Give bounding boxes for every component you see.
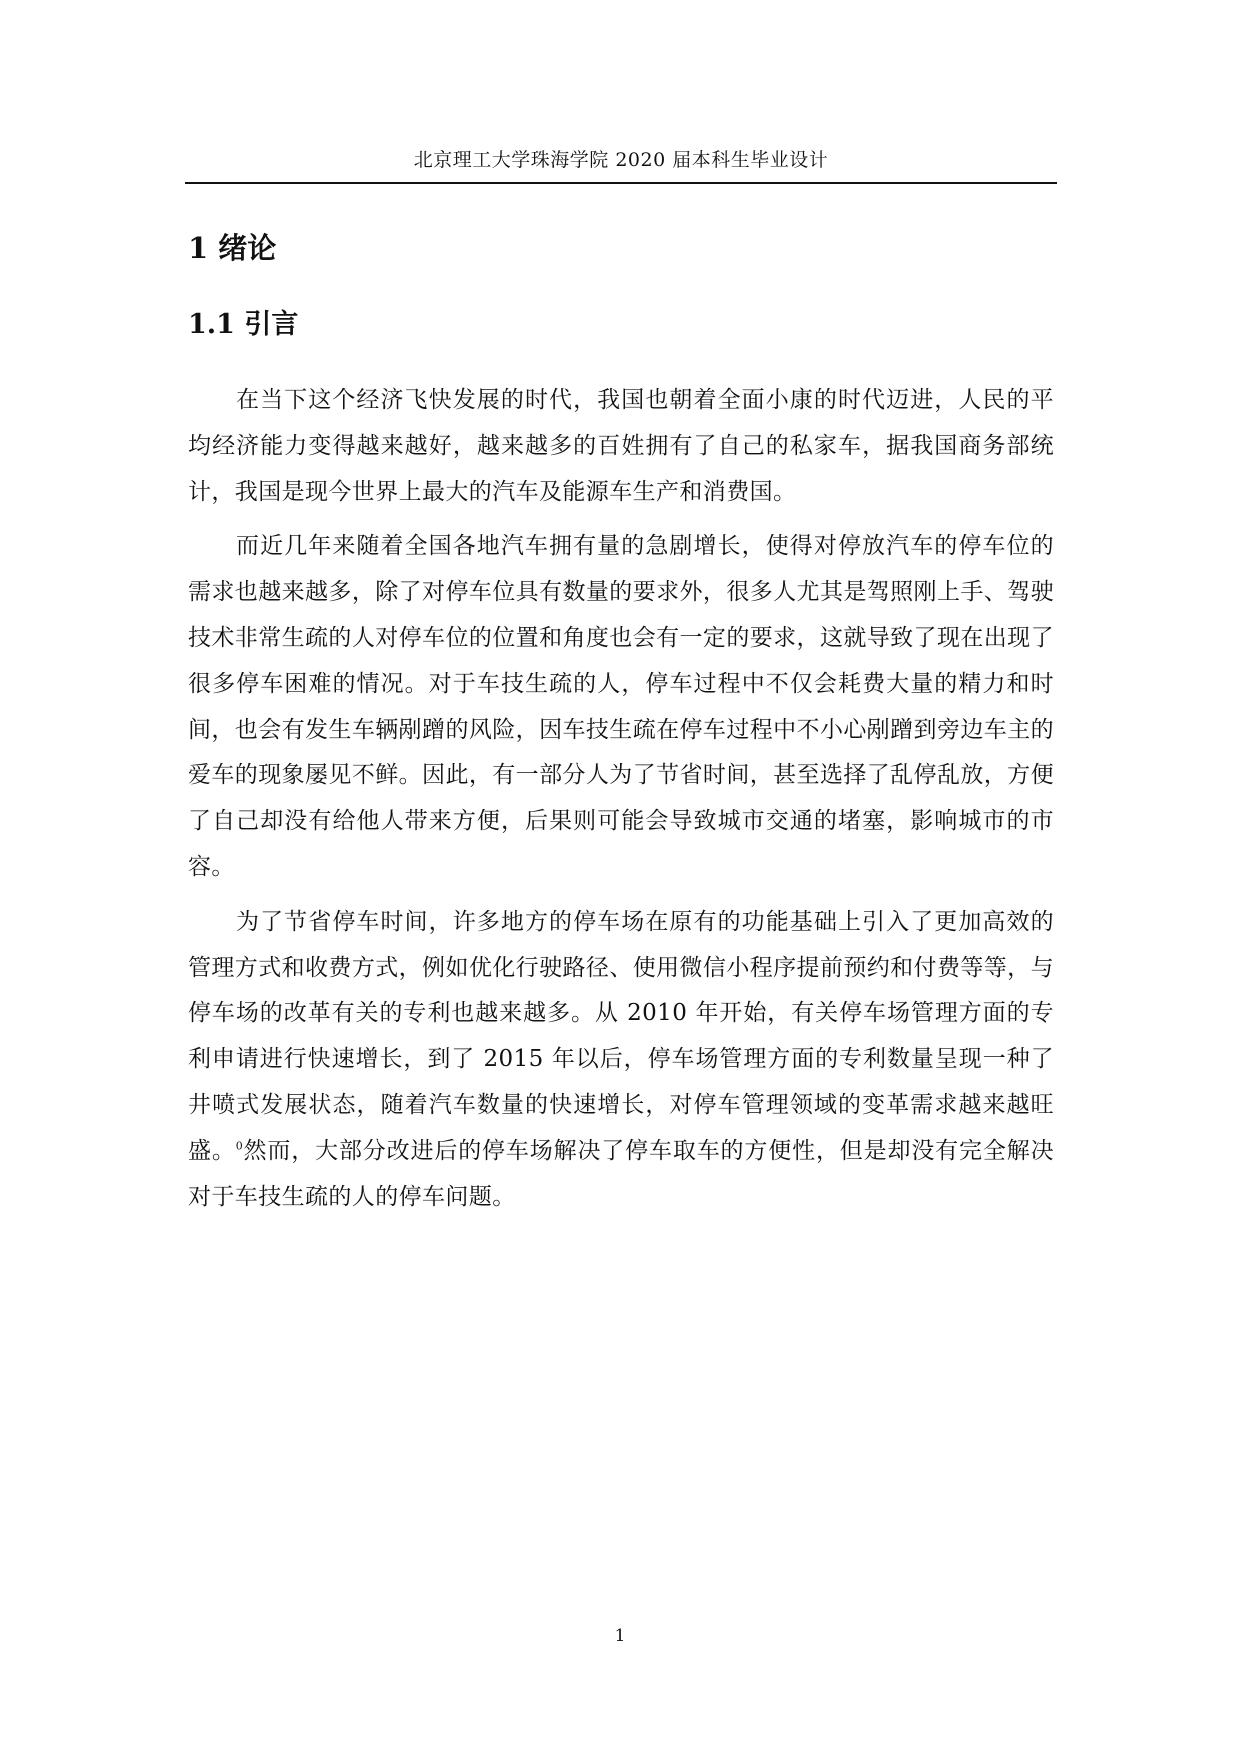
paragraph-1: 在当下这个经济飞快发展的时代，我国也朝着全面小康的时代迈进，人民的平均经济能力变得越来越好，越来越多的百姓拥有了自己的私家车，据我国商务部统计，我国是现今世界上最大的汽车及能源车生产和消费国。 bbox=[188, 387, 1054, 505]
section-title: 1.1 引言 bbox=[188, 309, 299, 340]
paragraph-2: 而近几年来随着全国各地汽车拥有量的急剧增长，使得对停放汽车的停车位的需求也越来越多，除了对停车位具有数量的要求外，很多人尤其是驾照刚上手、驾驶技术非常生疏的人对停车位的位置和角度也会有一定的要求，这就导致了现在出现了很多停车困难的情况。对于车技生疏的人，停车过程中不仅会耗费大量的精力和时间，也会有发生车辆剐蹭的风险，因车技生疏在停车过程中不小心剐蹭到旁边车主的爱车的现象屡见不鲜。因此，有一部分人为了节省时间，甚至选择了乱停乱放，方便了自己却没有给他人带来方便，后果则可能会导致城市交通的堵塞，影响城市的市容。 bbox=[188, 533, 1054, 880]
chapter-title: 1 绪论 bbox=[188, 231, 277, 265]
paragraph-3 bbox=[188, 900, 1054, 1221]
paragraph-3-tail: 然而，大部分改进后的停车场解决了停车取车的方便性，但是却没有完全解决对于车技生疏的人的停车问题。 bbox=[188, 1137, 1054, 1210]
header-divider bbox=[185, 182, 1057, 184]
body-text bbox=[188, 378, 1054, 1229]
page-header: 北京理工大学珠海学院 2020 届本科生毕业设计 bbox=[413, 149, 829, 171]
citation-marker: 0 bbox=[235, 1139, 244, 1153]
paragraph-3-main: 为了节省停车时间，许多地方的停车场在原有的功能基础上引入了更加高效的管理方式和收费方式，例如优化行驶路径、使用微信小程序提前预约和付费等等，与停车场的改革有关的专利也越来越多。从 2010 年开始，有关停车场管理方面的专利申请进行快速增长，到了 2015 年以后，停车场管理方面的专利数量呈现一种了井喷式发展状态，随着汽车数量的快速增长，对停车管理领域的变革需求越来越旺盛。 bbox=[188, 908, 1054, 1164]
page-number: 1 bbox=[614, 1626, 626, 1646]
